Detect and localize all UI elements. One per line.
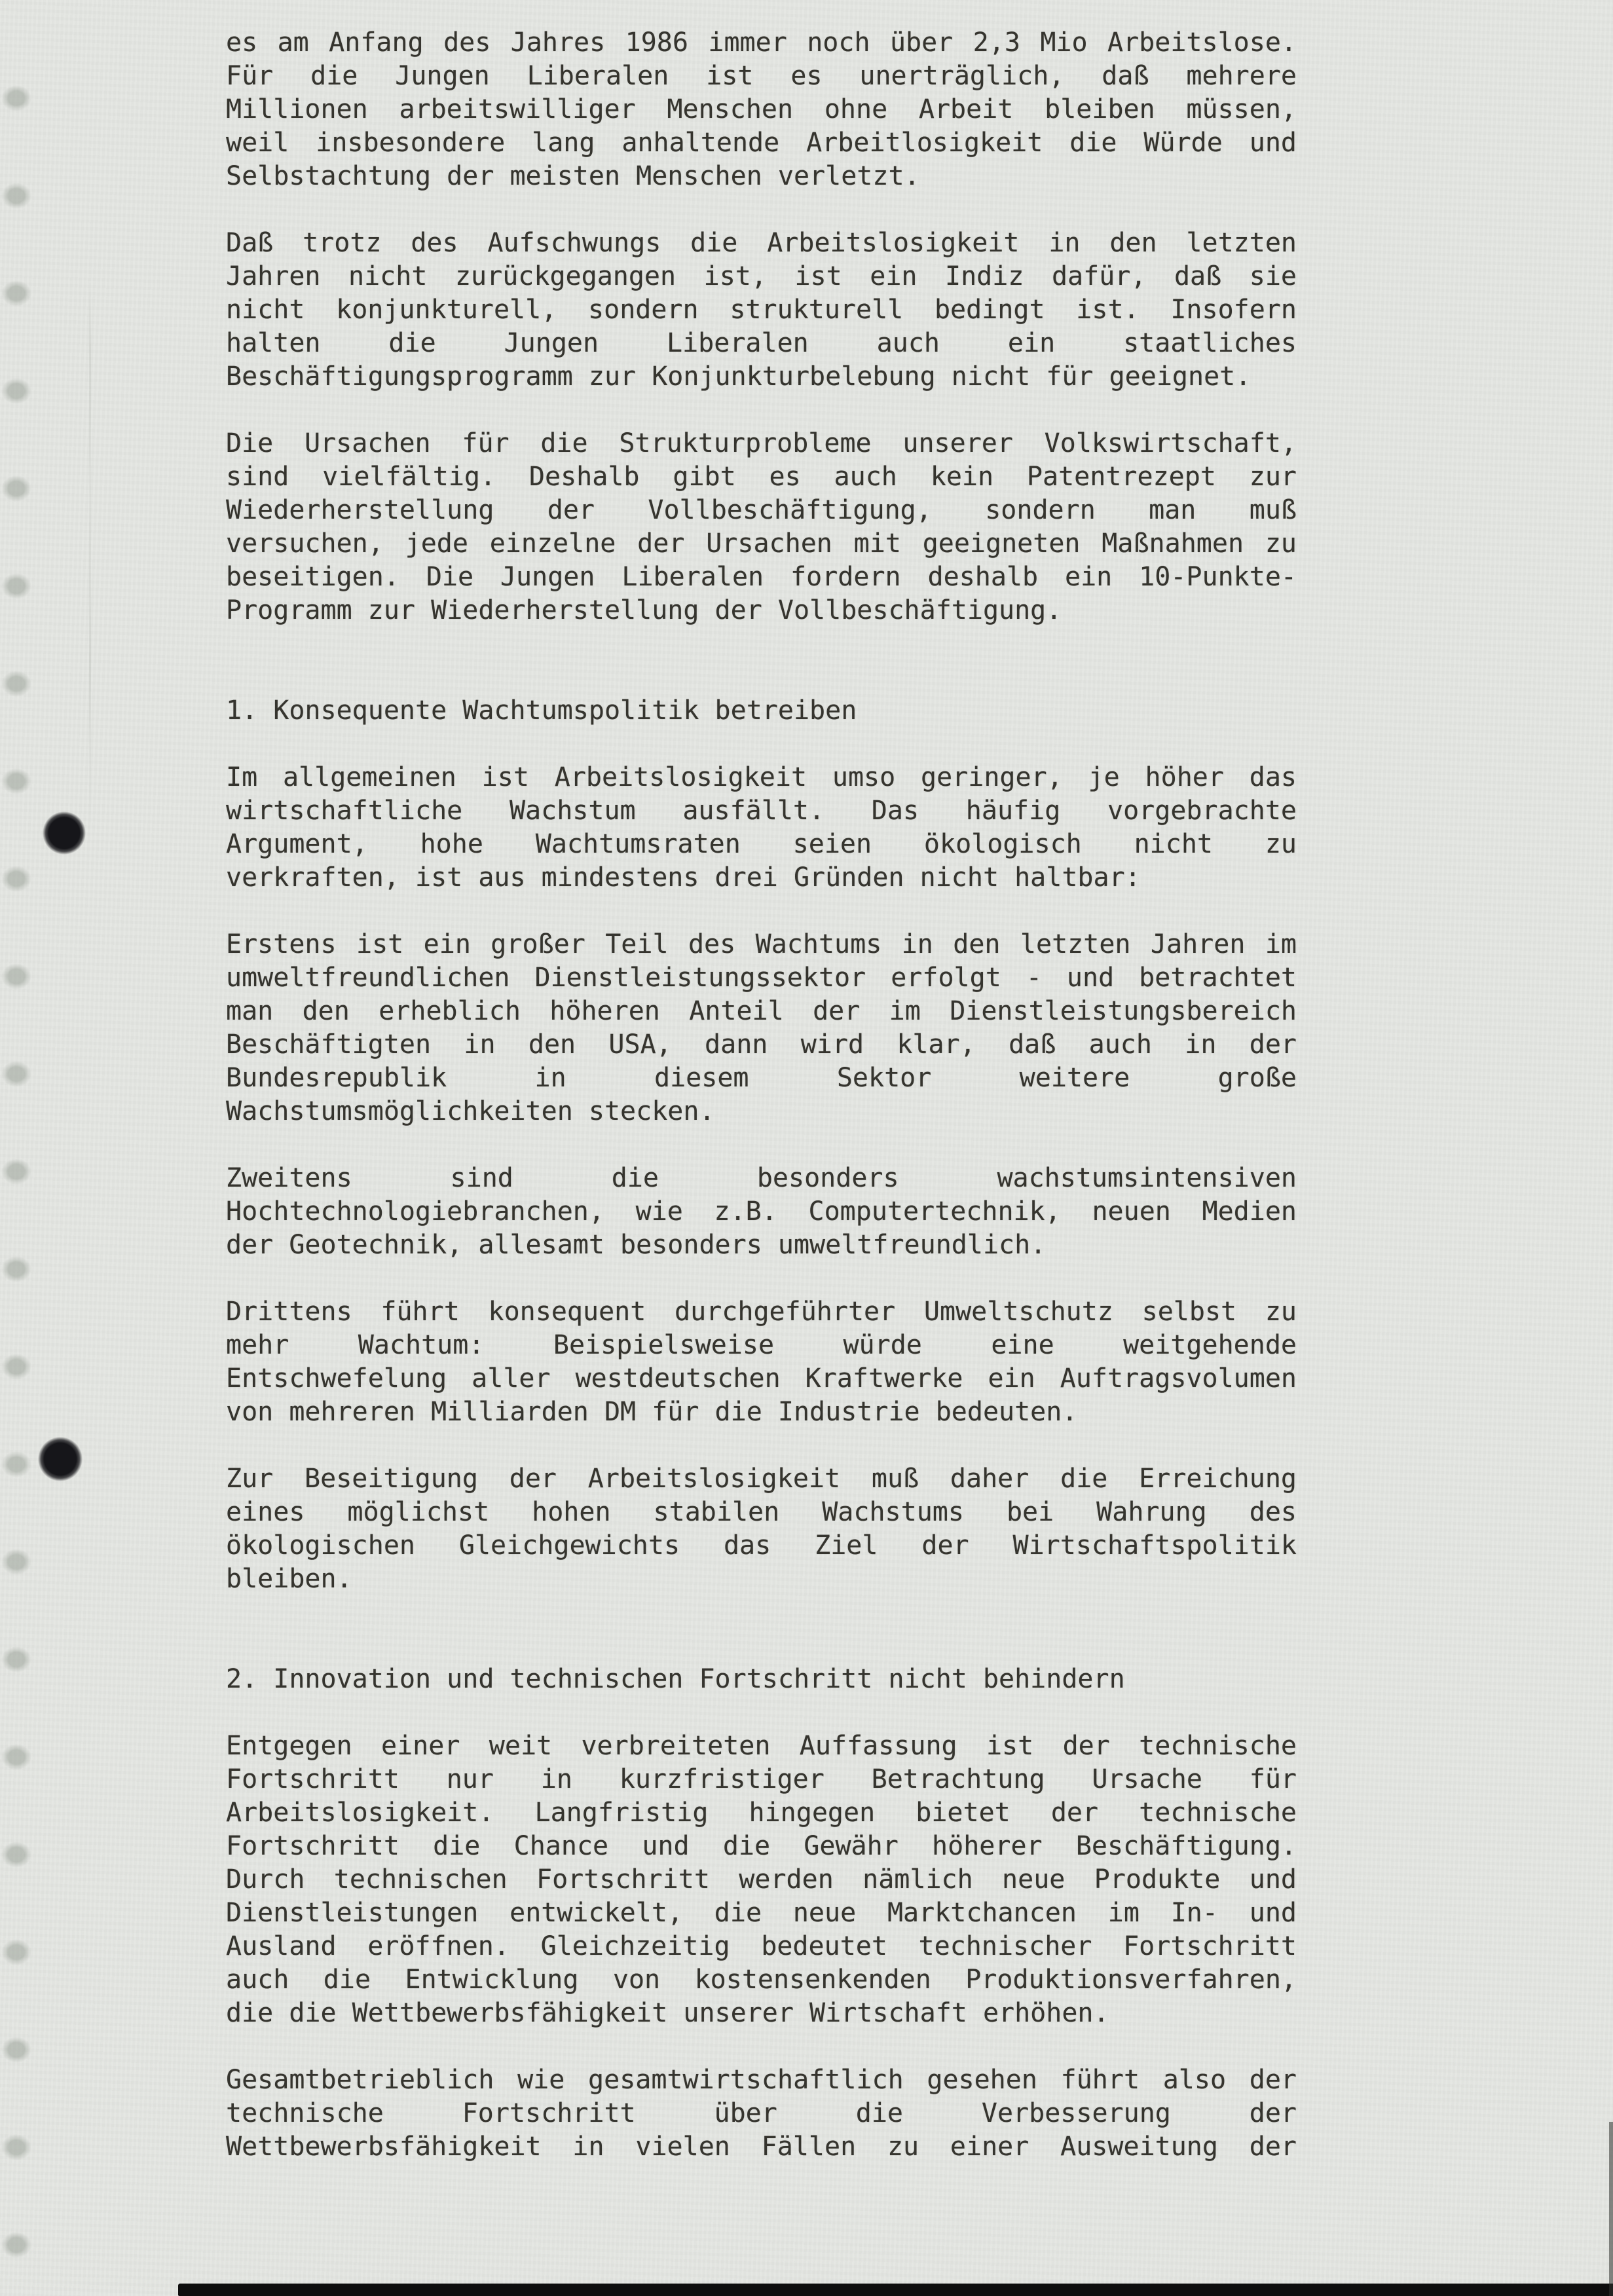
text-line: Hochtechnologiebranchen, wie z.B. Computertechnik, neuen Medien	[226, 1196, 1297, 1227]
paragraph	[226, 227, 1297, 427]
text-line: nicht konjunkturell, sondern strukturell bedingt ist. Insofern	[226, 295, 1297, 325]
section-heading	[226, 1629, 1297, 1730]
punch-hole	[1, 866, 31, 892]
text-line: die die Wettbewerbsfähigkeit unserer Wirtschaft erhöhen.	[226, 1998, 1109, 2028]
text-line: Zweitens sind die besonders wachstumsintensiven	[226, 1163, 1297, 1193]
text-line: Argument, hohe Wachtumsraten seien ökologisch nicht zu	[226, 829, 1297, 859]
text-line: Durch technischen Fortschritt werden nämlich neue Produkte und	[226, 1864, 1297, 1895]
text-line: es am Anfang des Jahres 1986 immer noch über 2,3 Mio Arbeitslose.	[226, 28, 1297, 58]
punch-hole	[1, 671, 31, 697]
punch-hole	[1, 768, 31, 794]
text-line: sind vielfältig. Deshalb gibt es auch kein Patentrezept zur	[226, 462, 1297, 492]
paragraph	[226, 1462, 1297, 1629]
text-line: Beschäftigten in den USA, dann wird klar, daß auch in der	[226, 1029, 1297, 1060]
punch-hole	[1, 2037, 31, 2063]
punch-hole	[1, 183, 31, 209]
text-line: Dienstleistungen entwickelt, die neue Marktchancen im In- und	[226, 1898, 1297, 1928]
text-line: Fortschritt nur in kurzfristiger Betrachtung Ursache für	[226, 1764, 1297, 1794]
punch-hole	[1, 1158, 31, 1185]
text-line: Ausland eröffnen. Gleichzeitig bedeutet technischer Fortschritt	[226, 1931, 1297, 1961]
text-line: technische Fortschritt über die Verbesserung der	[226, 2098, 1297, 2128]
text-line: ökologischen Gleichgewichts das Ziel der Wirtschaftspolitik	[226, 1530, 1297, 1561]
punch-hole	[1, 1744, 31, 1770]
text-line: Wachstumsmöglichkeiten stecken.	[226, 1096, 715, 1126]
paragraph	[226, 26, 1297, 227]
punch-hole	[1, 963, 31, 990]
punch-hole	[1, 378, 31, 404]
text-line: eines möglichst hohen stabilen Wachstums bei Wahrung des	[226, 1497, 1297, 1527]
text-line: Bundesrepublik in diesem Sektor weitere große	[226, 1063, 1297, 1093]
right-edge-shadow	[1609, 2122, 1613, 2296]
text-line: beseitigen. Die Jungen Liberalen fordern deshalb ein 10-Punkte-	[226, 562, 1297, 592]
section-heading	[226, 661, 1297, 761]
punch-hole	[1, 2232, 31, 2258]
text-line: Gesamtbetrieblich wie gesamtwirtschaftlich gesehen führt also der	[226, 2065, 1297, 2095]
punch-hole	[1, 1451, 31, 1477]
text-line: Daß trotz des Aufschwungs die Arbeitslosigkeit in den letzten	[226, 228, 1297, 258]
text-line: weil insbesondere lang anhaltende Arbeitlosigkeit die Würde und	[226, 128, 1297, 158]
paragraph	[226, 928, 1297, 1162]
ink-dot	[43, 811, 86, 855]
text-line: auch die Entwicklung von kostensenkenden Produktionsverfahren,	[226, 1965, 1297, 1995]
text-line: Jahren nicht zurückgegangen ist, ist ein Indiz dafür, daß sie	[226, 261, 1297, 291]
punch-hole	[1, 280, 31, 306]
punch-hole	[1, 1061, 31, 1087]
text-line: Programm zur Wiederherstellung der Vollbeschäftigung.	[226, 595, 1062, 625]
text-line: Im allgemeinen ist Arbeitslosigkeit umso geringer, je höher das	[226, 762, 1297, 792]
text-line: verkraften, ist aus mindestens drei Gründen nicht haltbar:	[226, 862, 1141, 893]
paragraph	[226, 2064, 1297, 2197]
text-line: Wiederherstellung der Vollbeschäftigung, sondern man muß	[226, 495, 1297, 525]
punch-hole	[1, 85, 31, 111]
punch-hole	[1, 1842, 31, 1868]
text-line: umweltfreundlichen Dienstleistungssektor erfolgt - und betrachtet	[226, 963, 1297, 993]
text-line: versuchen, jede einzelne der Ursachen mit geeigneten Maßnahmen zu	[226, 528, 1297, 559]
text-line: 2. Innovation und technischen Fortschritt nicht behindern	[226, 1664, 1125, 1694]
text-line: mehr Wachtum: Beispielsweise würde eine weitgehende	[226, 1330, 1297, 1360]
text-line: bleiben.	[226, 1564, 352, 1594]
text-line: von mehreren Milliarden DM für die Industrie bedeuten.	[226, 1397, 1078, 1427]
text-line: man den erheblich höheren Anteil der im Dienstleistungsbereich	[226, 996, 1297, 1026]
text-line: Drittens führt konsequent durchgeführter Umweltschutz selbst zu	[226, 1297, 1297, 1327]
text-line: Zur Beseitigung der Arbeitslosigkeit muß daher die Erreichung	[226, 1464, 1297, 1494]
text-line: Entgegen einer weit verbreiteten Auffassung ist der technische	[226, 1731, 1297, 1761]
punch-hole	[1, 2134, 31, 2160]
text-line: Erstens ist ein großer Teil des Wachtums in den letzten Jahren im	[226, 929, 1297, 959]
paragraph	[226, 761, 1297, 928]
punch-hole	[1, 1256, 31, 1282]
paragraph	[226, 1730, 1297, 2064]
text-line: Millionen arbeitswilliger Menschen ohne Arbeit bleiben müssen,	[226, 94, 1297, 124]
text-line: Selbstachtung der meisten Menschen verletzt.	[226, 161, 920, 191]
ink-dot	[38, 1437, 83, 1481]
bottom-scan-bar	[178, 2284, 1613, 2296]
punch-hole	[1, 1646, 31, 1673]
text-line: halten die Jungen Liberalen auch ein staatliches	[226, 328, 1297, 358]
text-line: Die Ursachen für die Strukturprobleme unserer Volkswirtschaft,	[226, 428, 1297, 458]
punch-hole	[1, 475, 31, 502]
text-line: Fortschritt die Chance und die Gewähr höherer Beschäftigung.	[226, 1831, 1297, 1861]
text-line: Arbeitslosigkeit. Langfristig hingegen bietet der technische	[226, 1798, 1297, 1828]
punch-hole	[1, 1354, 31, 1380]
text-line: Wettbewerbsfähigkeit in vielen Fällen zu einer Ausweitung der	[226, 2132, 1297, 2162]
paragraph	[226, 1162, 1297, 1295]
text-line: Entschwefelung aller westdeutschen Kraftwerke ein Auftragsvolumen	[226, 1363, 1297, 1394]
paragraph	[226, 427, 1297, 661]
text-line: der Geotechnik, allesamt besonders umweltfreundlich.	[226, 1230, 1047, 1260]
paper-crease	[89, 282, 91, 832]
punch-hole	[1, 1939, 31, 1965]
punch-hole	[1, 1549, 31, 1575]
punch-hole	[1, 573, 31, 599]
text-line: wirtschaftliche Wachstum ausfällt. Das häufig vorgebrachte	[226, 796, 1297, 826]
document-text	[226, 26, 1297, 2197]
text-line: 1. Konsequente Wachtumspolitik betreiben	[226, 695, 857, 726]
paragraph	[226, 1295, 1297, 1462]
text-line: Beschäftigungsprogramm zur Konjunkturbelebung nicht für geeignet.	[226, 361, 1251, 392]
text-line: Für die Jungen Liberalen ist es unerträglich, daß mehrere	[226, 61, 1297, 91]
